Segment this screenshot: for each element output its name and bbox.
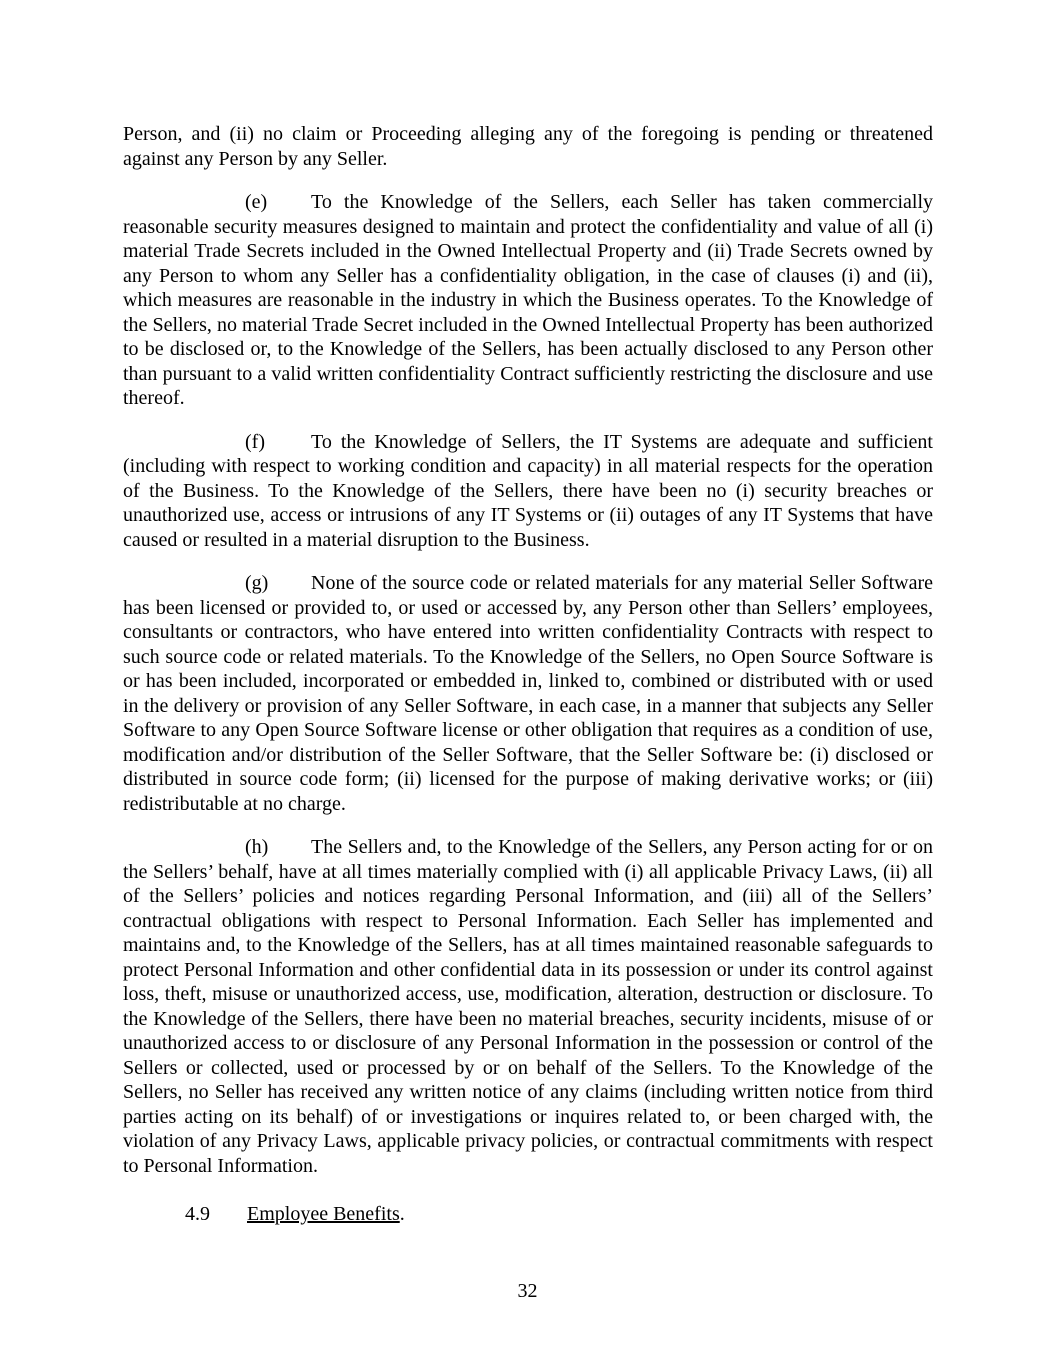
paragraph-g <box>123 571 933 816</box>
section-number: 4.9 <box>185 1203 210 1225</box>
paragraph-label: (g) <box>245 572 269 594</box>
paragraph-text: Person, and (ii) no claim or Proceeding alleging any of the foregoing is pending or threatened against any Person by any Seller. <box>123 123 933 170</box>
paragraph-text: To the Knowledge of Sellers, the IT Systems are adequate and sufficient (including with respect to working condition and capacity) in all material respects for the operation of the Business. To the Knowledge of the Sellers, there have been no (i) security breaches or unauthorized use, access or intrusions of any IT Systems or (ii) outages of any IT Systems that have caused or resulted in a material disruption to the Business. <box>123 430 933 551</box>
section-title: Employee Benefits <box>247 1203 400 1225</box>
paragraph-label: (h) <box>245 836 269 858</box>
paragraph-continuation <box>123 122 933 171</box>
paragraph-e <box>123 190 933 411</box>
page-number: 32 <box>517 1279 538 1302</box>
section-title-period: . <box>399 1203 405 1225</box>
paragraph-label: (e) <box>245 191 268 213</box>
paragraph-text: To the Knowledge of the Sellers, each Seller has taken commercially reasonable security measures designed to maintain and protect the confidentiality and value of all (i) material Trade Secrets included in the Owned Intellectual Property and (ii) Trade Secrets owned by any Person to whom any Seller has a confidentiality obligation, in the case of clauses (i) and (ii), which measures are reasonable in the industry in which the Business operates. To the Knowledge of the Sellers, no material Trade Secret included in the Owned Intellectual Property has been authorized to be disclosed or, to the Knowledge of the Sellers, has been actually disclosed to any Person other than pursuant to a valid written confidentiality Contract sufficiently restricting the disclosure and use thereof. <box>123 191 933 409</box>
section-heading-4-9 <box>123 1202 933 1227</box>
paragraph-text: None of the source code or related materials for any material Seller Software has been licensed or provided to, or used or accessed by, any Person other than Sellers’ employees, consultants or contractors, who have entered into written confidentiality Contracts with respect to such source code or related materials. To the Knowledge of the Sellers, no Open Source Software is or has been included, incorporated or embedded in, linked to, combined or distributed with or used in the delivery or provision of any Seller Software, in each case, in a manner that subjects any Seller Software to any Open Source Software license or other obligation that requires as a condition of use, modification and/or distribution of the Seller Software, that the Seller Software be: (i) disclosed or distributed in source code form; (ii) licensed for the purpose of making derivative works; or (iii) redistributable at no charge. <box>123 572 933 815</box>
paragraph-label: (f) <box>245 430 265 453</box>
paragraph-text: The Sellers and, to the Knowledge of the Sellers, any Person acting for or on the Sellers’ behalf, have at all times materially complied with (i) all applicable Privacy Laws, (ii) all of the Sellers’ policies and notices regarding Personal Information, and (iii) all of the Sellers’ contractual obligations with respect to Personal Information. Each Seller has implemented and maintains and, to the Knowledge of the Sellers, has at all times maintained reasonable safeguards to protect Personal Information and other confidential data in its possession or under its control against loss, theft, misuse or unauthorized access, use, modification, alteration, destruction or disclosure. To the Knowledge of the Sellers, there have been no material breaches, security incidents, misuse of or unauthorized access to or disclosure of any Personal Information in the possession or control of the Sellers or collected, used or processed by or on behalf of the Sellers. To the Knowledge of the Sellers, no Seller has received any written notice of any claims (including written notice from third parties acting on its behalf) of or investigations or inquires related to, or been charged with, the violation of any Privacy Laws, applicable privacy policies, or contractual commitments with respect to Personal Information. <box>123 836 933 1177</box>
paragraph-h <box>123 835 933 1178</box>
page-content <box>123 122 933 1227</box>
paragraph-f <box>123 430 933 553</box>
